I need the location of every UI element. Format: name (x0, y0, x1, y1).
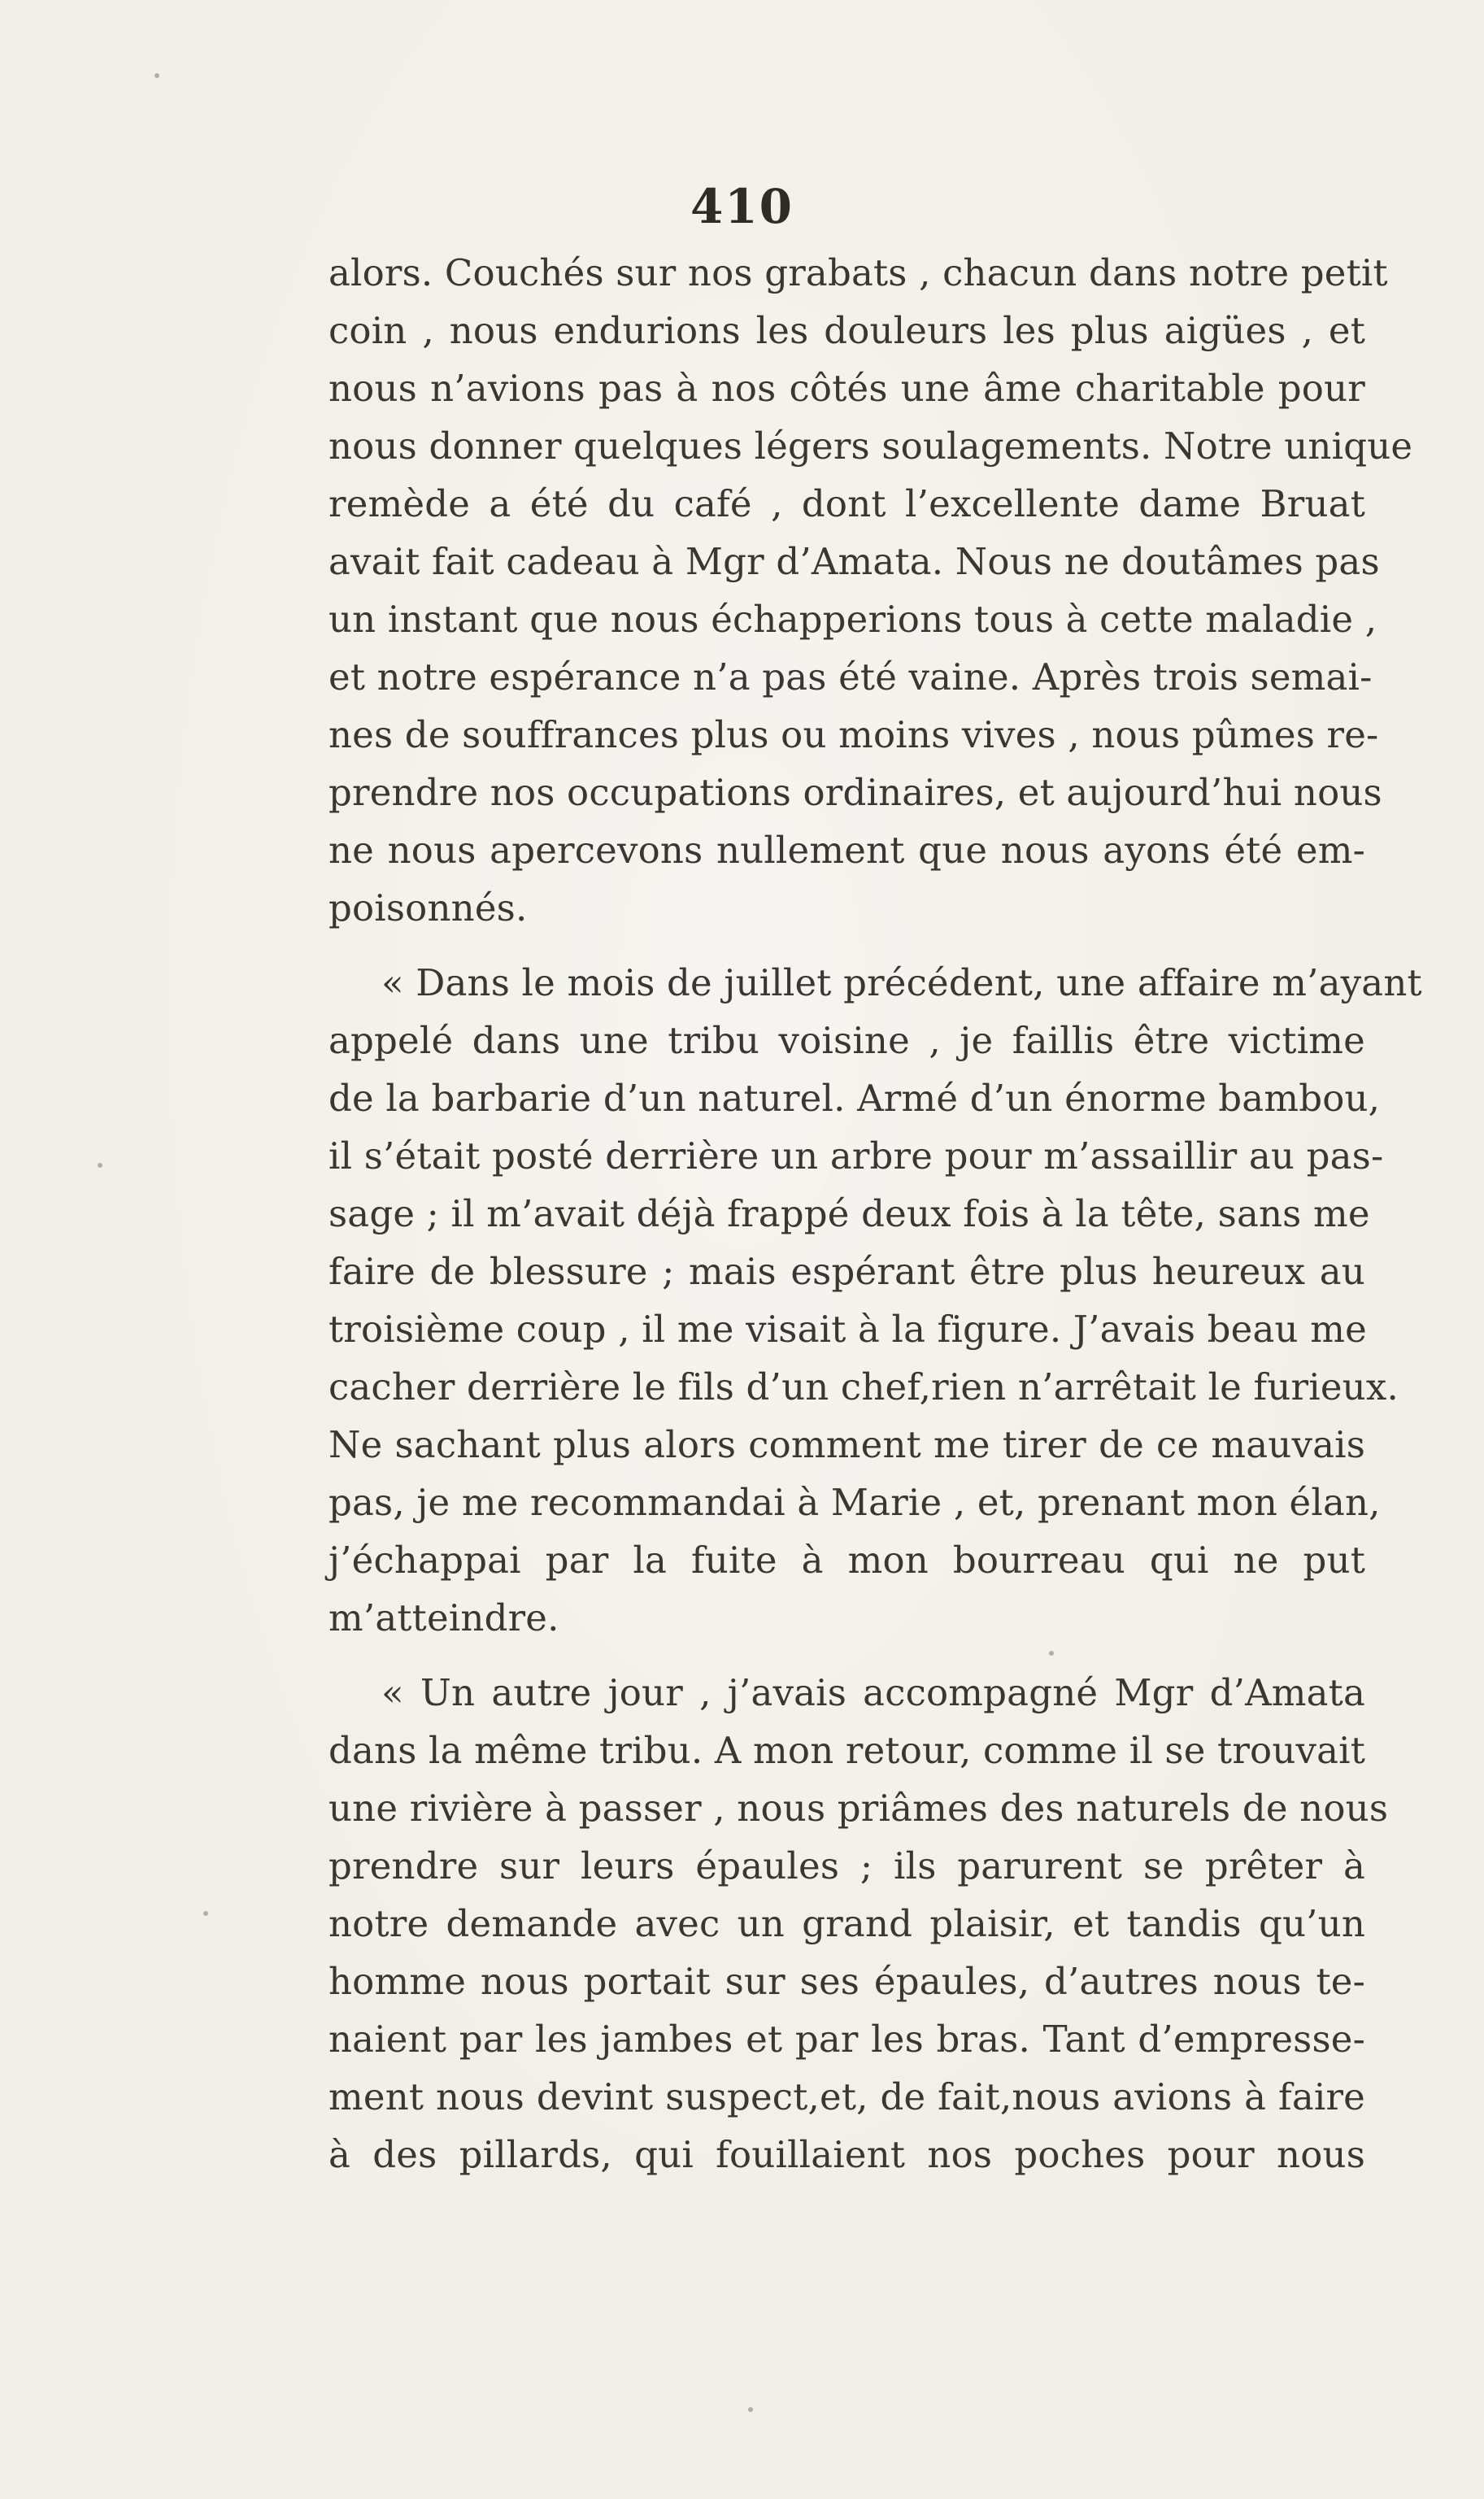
text-line: Ne sachant plus alors comment me tirer de ce mauvais (329, 1423, 1365, 1466)
paper-speck (203, 1911, 208, 1916)
text-line: faire de blessure ; mais espérant être plus heureux au (329, 1250, 1365, 1293)
text-line: ment nous devint suspect,et, de fait,nous avions à faire (329, 2075, 1365, 2118)
paragraph-2 (329, 954, 1422, 1647)
text-line: à des pillards, qui fouillaient nos poches pour nous (329, 2133, 1365, 2176)
text-line: dans la même tribu. A mon retour, comme il se trouvait (329, 1729, 1366, 1772)
text-line: appelé dans une tribu voisine , je faillis être victime (329, 1019, 1365, 1062)
text-line: nous n’avions pas à nos côtés une âme charitable pour (329, 367, 1365, 410)
text-line: nous donner quelques légers soulagements. Notre unique (329, 424, 1413, 468)
text-line: nes de souffrances plus ou moins vives , nous pûmes re- (329, 713, 1379, 756)
text-line: « Un autre jour , j’avais accompagné Mgr d’Amata (381, 1671, 1365, 1714)
text-line: un instant que nous échapperions tous à cette maladie , (329, 598, 1377, 641)
text-line: troisième coup , il me visait à la figure. J’avais beau me (329, 1308, 1367, 1351)
paper-speck (748, 2407, 753, 2412)
text-line: prendre nos occupations ordinaires, et aujourd’hui nous (329, 771, 1382, 814)
text-line: alors. Couchés sur nos grabats , chacun dans notre petit (329, 251, 1388, 294)
paper-speck (1049, 1651, 1054, 1656)
text-line: notre demande avec un grand plaisir, et tandis qu’un (329, 1902, 1365, 1945)
paragraph-3 (329, 1664, 1389, 2183)
text-line: sage ; il m’avait déjà frappé deux fois à la tête, sans me (329, 1192, 1370, 1235)
page-number: 410 (690, 179, 794, 234)
text-line: m’atteindre. (329, 1596, 559, 1639)
text-line: cacher derrière le fils d’un chef,rien n’arrêtait le furieux. (329, 1365, 1399, 1408)
text-line: poisonnés. (329, 886, 528, 930)
paragraph-1 (329, 244, 1413, 937)
text-line: ne nous apercevons nullement que nous ayons été em- (329, 829, 1365, 872)
text-line: de la barbarie d’un naturel. Armé d’un énorme bambou, (329, 1077, 1381, 1120)
text-line: j’échappai par la fuite à mon bourreau qui ne put (329, 1539, 1365, 1582)
text-line: avait fait cadeau à Mgr d’Amata. Nous ne doutâmes pas (329, 540, 1380, 583)
paper-speck (98, 1163, 102, 1168)
text-line: et notre espérance n’a pas été vaine. Après trois semai- (329, 655, 1373, 699)
text-line: remède a été du café , dont l’excellente dame Bruat (329, 482, 1365, 525)
text-line: « Dans le mois de juillet précédent, une affaire m’ayant (381, 961, 1422, 1004)
text-line: pas, je me recommandai à Marie , et, prenant mon élan, (329, 1481, 1381, 1524)
text-line: prendre sur leurs épaules ; ils parurent se prêter à (329, 1844, 1365, 1887)
text-line: coin , nous endurions les douleurs les plus aigües , et (329, 309, 1365, 352)
text-line: homme nous portait sur ses épaules, d’autres nous te- (329, 1960, 1365, 2003)
text-line: il s’était posté derrière un arbre pour m’assaillir au pas- (329, 1134, 1384, 1178)
text-line: une rivière à passer , nous priâmes des naturels de nous (329, 1787, 1389, 1830)
text-line: naient par les jambes et par les bras. Tant d’empresse- (329, 2018, 1365, 2061)
paper-speck (154, 73, 159, 78)
body-text (329, 244, 1422, 2201)
